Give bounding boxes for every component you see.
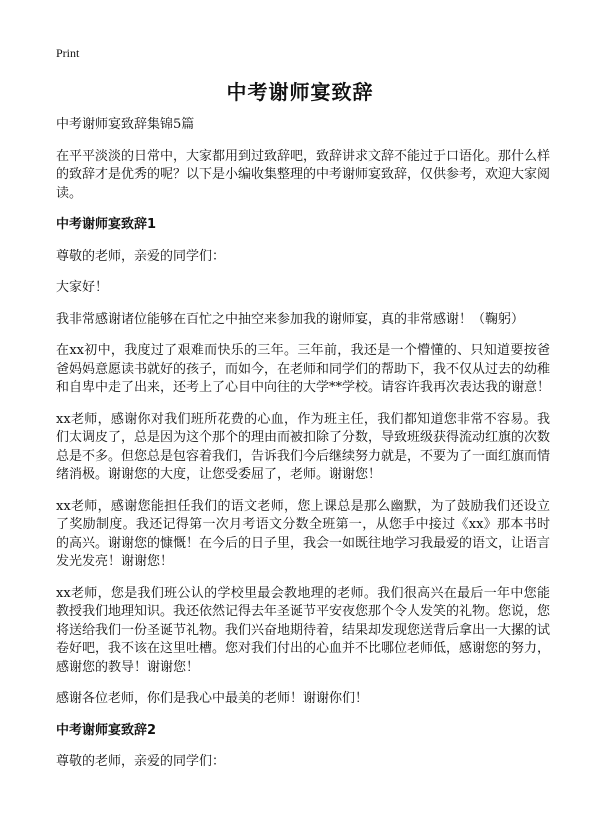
section-heading: 中考谢师宴致辞1 [56, 217, 157, 232]
paragraph: xx老师，您是我们班公认的学校里最会教地理的老师。我们很高兴在最后一年中您能教授我们地理知识。我还依然记得去年圣诞节平安夜您那个令人发笑的礼物。您说，您将送给我们一份圣诞节礼物。我们兴奋地期待着，结果却发现您送背后拿出一大摞的试卷好吧，我不该在这里吐槽。您对我们付出的心血并不比哪位老师低，感谢您的努力，感谢您的教导！谢谢您！ [56, 585, 551, 675]
paragraph: 我非常感谢诸位能够在百忙之中抽空来参加我的谢师宴，真的非常感谢！（鞠躬） [56, 311, 525, 327]
paragraph: xx老师，感谢你对我们班所花费的心血，作为班主任，我们都知道您非常不容易。我们太调皮了，总是因为这个那个的理由而被扣除了分数，导致班级获得流动红旗的次数总是不多。但您总是包容着我们，告诉我们今后继续努力就是，不要为了一面红旗而情绪消极。谢谢您的大度，让您受委屈了，老师。谢谢您！ [56, 411, 551, 482]
subtitle: 中考谢师宴致辞集锦5篇 [56, 117, 195, 132]
paragraph: xx老师，感谢您能担任我们的语文老师，您上课总是那么幽默，为了鼓励我们还设立了奖励制度。我还记得第一次月考语文分数全班第一，从您手中接过《xx》那本书时的高兴。谢谢您的慷慨！在今后的日子里，我会一如既往地学习我最爱的语文，让语言发光发亮！谢谢您！ [56, 498, 551, 569]
paragraph: 在xx初中，我度过了艰难而快乐的三年。三年前，我还是一个懵懂的、只知道要按爸爸妈妈意愿读书就好的孩子，而如今，在老师和同学们的帮助下，我不仅从过去的幼稚和自卑中走了出来，还考上了心目中向往的大学**学校。请容许我再次表达我的谢意！ [56, 343, 551, 395]
paragraph: 尊敬的老师，亲爱的同学们： [56, 248, 226, 264]
page-title: 中考谢师宴致辞 [226, 80, 374, 104]
paragraph: 大家好！ [56, 280, 109, 295]
intro-paragraph: 在平平淡淡的日常中，大家都用到过致辞吧，致辞讲求文辞不能过于口语化。那什么样的致辞才是优秀的呢？以下是小编收集整理的中考谢师宴致辞，仅供参考，欢迎大家阅读。 [56, 148, 551, 201]
print-label: Print [56, 46, 80, 60]
paragraph: 尊敬的老师，亲爱的同学们： [56, 754, 226, 769]
document-body [56, 116, 550, 785]
section-heading: 中考谢师宴致辞2 [56, 722, 157, 738]
paragraph: 感谢各位老师，你们是我心中最美的老师！谢谢你们！ [56, 691, 369, 706]
